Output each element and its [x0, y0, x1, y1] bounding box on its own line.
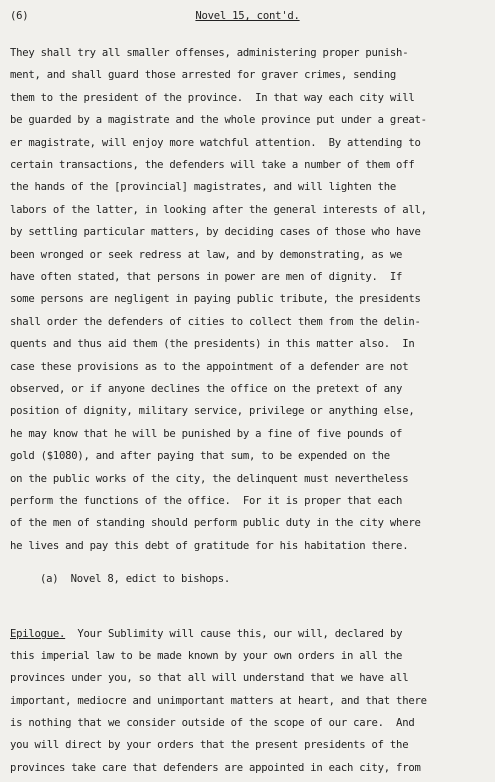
epilogue-first-line [10, 627, 402, 641]
epilogue-line: is nothing that we consider outside of the scope of our care. And [10, 716, 415, 729]
epilogue-label: Epilogue. [10, 628, 66, 640]
body-line: by settling particular matters, by deciding cases of those who have [10, 226, 421, 239]
body-line: ment, and shall guard those arrested for graver crimes, sending [10, 69, 397, 82]
footnote: (a) Novel 8, edict to bishops. [40, 573, 230, 585]
body-line: They shall try all smaller offenses, administering proper punish- [10, 47, 409, 59]
body-line: case these provisions as to the appointment of a defender are not [10, 360, 409, 373]
body-line: on the public works of the city, the delinquent must nevertheless [10, 472, 409, 485]
body-line: have often stated, that persons in power are men of dignity. If [10, 271, 403, 283]
body-line: gold ($1080), and after paying that sum, to be expended on the [10, 450, 390, 463]
epilogue-line: important, mediocre and unimportant matters at heart, and that there [10, 694, 427, 707]
body-line: certain transactions, the defenders will take a number of them off [10, 159, 415, 171]
body-line: some persons are negligent in paying public tribute, the presidents [10, 293, 421, 306]
body-line: er magistrate, will enjoy more watchful attention. By attending to [10, 136, 421, 149]
page-number: (6) [10, 10, 29, 22]
body-line: been wronged or seek redress at law, and by demonstrating, as we [10, 248, 403, 261]
body-line: them to the president of the province. In that way each city will [10, 91, 415, 104]
page-title: Novel 15, cont'd. [195, 10, 300, 22]
body-line: he lives and pay this debt of gratitude for his habitation there. [10, 539, 409, 552]
epilogue-line: provinces under you, so that all will understand that we have all [10, 672, 409, 685]
body-line: he may know that he will be punished by a fine of five pounds of [10, 427, 403, 440]
epilogue-line: this imperial law to be made known by your own orders in all the [10, 650, 403, 662]
body-line: shall order the defenders of cities to collect them from the delin- [10, 315, 421, 328]
epilogue-line: provinces take care that defenders are appointed in each city, from [10, 761, 421, 774]
body-line: observed, or if anyone declines the office on the pretext of any [10, 383, 403, 395]
epilogue-first-line-text: Your Sublimity will cause this, our will, declared by [65, 628, 403, 640]
body-line: labors of the latter, in looking after the general interests of all, [10, 203, 427, 216]
body-line: be guarded by a magistrate and the whole province put under a great- [10, 114, 427, 127]
body-line: position of dignity, military service, privilege or anything else, [10, 405, 415, 418]
body-line: quents and thus aid them (the presidents) in this matter also. In [10, 338, 415, 351]
body-line: of the men of standing should perform public duty in the city where [10, 517, 421, 530]
page-header [10, 10, 485, 26]
epilogue-line: you will direct by your orders that the present presidents of the [10, 739, 409, 752]
body-line: perform the functions of the office. For it is proper that each [10, 495, 403, 507]
body-line: the hands of the [provincial] magistrates, and will lighten the [10, 181, 397, 194]
